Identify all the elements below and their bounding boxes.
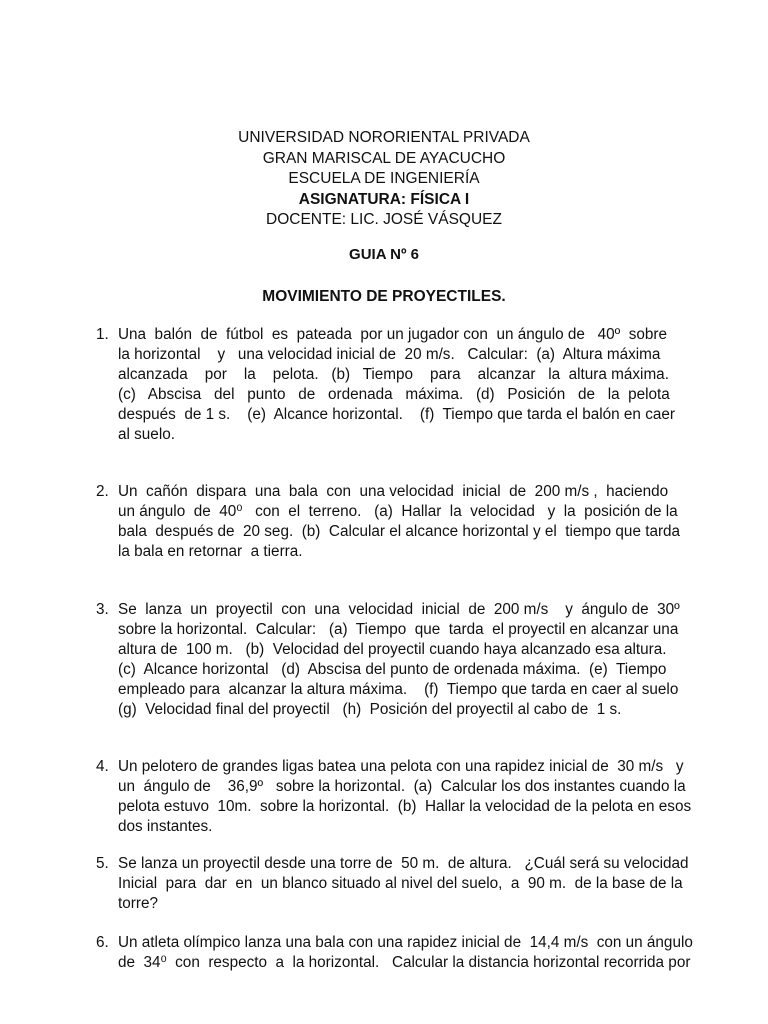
problem-text (118, 325, 702, 445)
problem-line: de 34⁰ con respecto a la horizontal. Calcular la distancia horizontal recorrida por (118, 954, 691, 971)
problem-item (96, 325, 702, 445)
problem-line: (c) Alcance horizontal (d) Abscisa del punto de ordenada máxima. (e) Tiempo (118, 661, 667, 678)
problem-item (96, 933, 702, 973)
problem-line: sobre la horizontal. Calcular: (a) Tiempo que tarda el proyectil en alcanzar una (118, 621, 679, 638)
problem-line: la bala en retornar a tierra. (118, 543, 303, 560)
problem-item (96, 482, 702, 562)
university-name: UNIVERSIDAD NORORIENTAL PRIVADA (238, 129, 530, 146)
problem-number: 4. (96, 758, 109, 775)
problem-number: 6. (96, 934, 109, 951)
problem-line: después de 1 s. (e) Alcance horizontal. (f) Tiempo que tarda el balón en caer (118, 406, 675, 423)
teacher-line: DOCENTE: LIC. JOSÉ VÁSQUEZ (266, 211, 502, 228)
problem-line: Un cañón dispara una bala con una velocidad inicial de 200 m/s , haciendo (118, 483, 669, 500)
problem-text (118, 600, 702, 720)
problem-line: un ángulo de 36,9º sobre la horizontal. (a) Calcular los dos instantes cuando la (118, 778, 686, 795)
problem-number: 5. (96, 855, 109, 872)
guide-number: GUIA Nº 6 (349, 246, 419, 263)
problem-text (118, 757, 702, 837)
problem-line: un ángulo de 40⁰ con el terreno. (a) Hallar la velocidad y la posición de la (118, 503, 678, 520)
problem-number: 3. (96, 601, 109, 618)
problem-item (96, 854, 702, 914)
problem-line: (g) Velocidad final del proyectil (h) Posición del proyectil al cabo de 1 s. (118, 701, 622, 718)
problem-line: la horizontal y una velocidad inicial de 20 m/s. Calcular: (a) Altura máxima (118, 346, 661, 363)
problem-item (96, 600, 702, 720)
university-subtitle: GRAN MARISCAL DE AYACUCHO (262, 149, 506, 167)
problem-item (96, 757, 702, 837)
problem-text (118, 933, 702, 973)
problem-text (118, 482, 702, 562)
problem-number: 2. (96, 483, 109, 500)
problem-line: torre? (118, 895, 158, 912)
page-title: MOVIMIENTO DE PROYECTILES. (262, 288, 506, 305)
problem-line: alcanzada por la pelota. (b) Tiempo para alcanzar la altura máxima. (118, 366, 669, 383)
problem-line: (c) Abscisa del punto de ordenada máxima. (d) Posición de la pelota (118, 386, 670, 403)
problem-line: al suelo. (118, 426, 175, 443)
problem-line: Se lanza un proyectil desde una torre de 50 m. de altura. ¿Cuál será su velocidad (118, 855, 689, 872)
problem-line: Un atleta olímpico lanza una bala con una rapidez inicial de 14,4 m/s con un ángulo (118, 934, 693, 951)
document-header (0, 128, 768, 231)
problem-line: pelota estuvo 10m. sobre la horizontal. (b) Hallar la velocidad de la pelota en esos (118, 798, 692, 815)
problem-line: Inicial para dar en un blanco situado al nivel del suelo, a 90 m. de la base de la (118, 875, 683, 892)
problem-text (118, 854, 702, 914)
problem-line: bala después de 20 seg. (b) Calcular el alcance horizontal y el tiempo que tarda (118, 523, 681, 540)
problem-line: altura de 100 m. (b) Velocidad del proyectil cuando haya alcanzado esa altura. (118, 641, 667, 658)
problem-line: empleado para alcanzar la altura máxima. (f) Tiempo que tarda en caer al suelo (118, 681, 679, 698)
problem-line: Una balón de fútbol es pateada por un jugador con un ángulo de 40º sobre (118, 326, 668, 343)
problem-line: dos instantes. (118, 818, 213, 835)
problem-number: 1. (96, 326, 109, 343)
school-name: ESCUELA DE INGENIERÍA (288, 170, 480, 187)
problem-line: Se lanza un proyectil con una velocidad inicial de 200 m/s y ángulo de 30º (118, 601, 680, 618)
problem-line: Un pelotero de grandes ligas batea una pelota con una rapidez inicial de 30 m/s y (118, 758, 684, 775)
subject-line: ASIGNATURA: FÍSICA I (298, 190, 470, 208)
